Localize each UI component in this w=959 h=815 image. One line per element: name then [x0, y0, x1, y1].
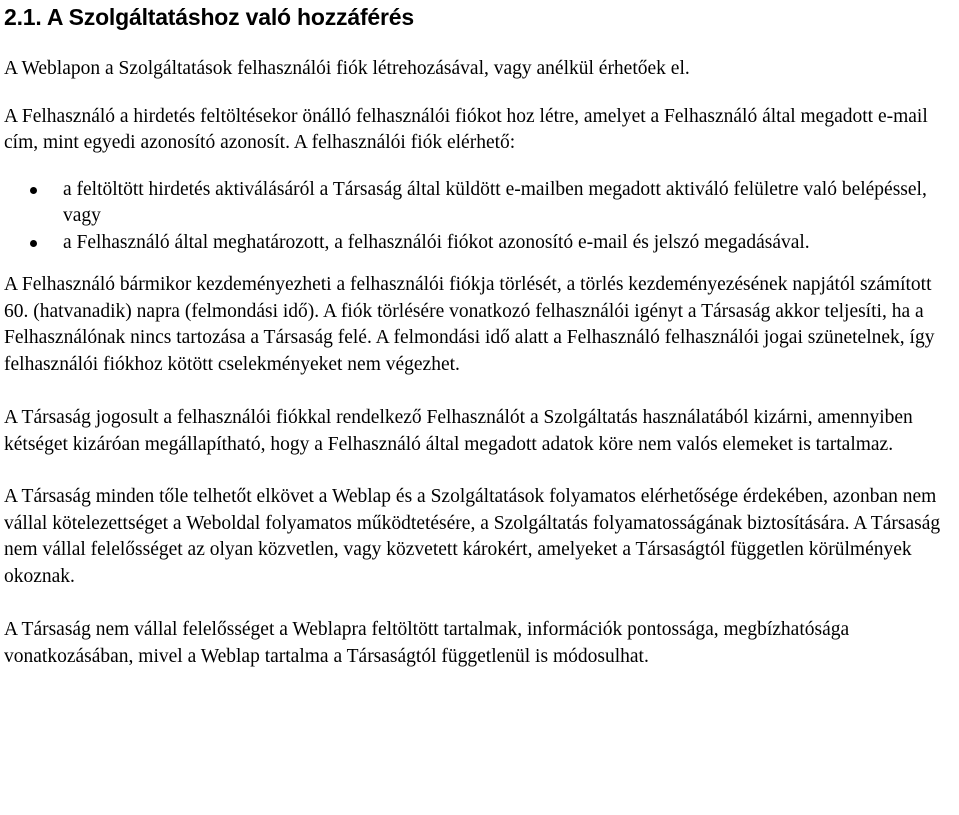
paragraph-access-intro: A Weblapon a Szolgáltatások felhasználói fiók létrehozásával, vagy anélkül érhetőek el. [4, 58, 690, 79]
document-page [4, 0, 956, 670]
list-item-text: a feltöltött hirdetés aktiválásáról a Társaság által küldött e-mailben megadott aktiváló felületre való belépéssel, vagy [63, 178, 927, 226]
bullet-icon [30, 240, 37, 247]
paragraph-account-creation: A Felhasználó a hirdetés feltöltésekor önálló felhasználói fiókot hoz létre, amelyet a Felhasználó által megadott e-mail cím, mint egyedi azonosító azonosít. A felhasználói fiók elérhető: [4, 105, 928, 153]
list-item-text: a Felhasználó által meghatározott, a felhasználói fiókot azonosító e-mail és jelszó megadásával. [63, 231, 810, 253]
list-item [4, 230, 956, 257]
paragraph-account-deletion: A Felhasználó bármikor kezdeményezheti a felhasználói fiókja törlését, a törlés kezdeményezésének napjától számított 60. (hatvanadik) napra (felmondási idő). A fiók törlésére vonatkozó felhasználói igényt a Társaság akkor teljesíti, ha a Felhasználónak nincs tartozása a Társaság felé. A felmondási idő alatt a Felhasználó felhasználói jogai szünetelnek, így felhasználói fiókhoz kötött cselekményeket nem végezhet. [4, 274, 935, 375]
access-methods-list [4, 177, 956, 257]
section-heading: 2.1. A Szolgáltatáshoz való hozzáférés [4, 4, 414, 30]
paragraph-exclusion: A Társaság jogosult a felhasználói fiókkal rendelkező Felhasználót a Szolgáltatás használatából kizárni, amennyiben kétséget kizáróan megállapítható, hogy a Felhasználó által megadott adatok köre nem valós elemeket is tartalmaz. [4, 407, 913, 455]
bullet-icon [30, 187, 37, 194]
paragraph-availability: A Társaság minden tőle telhetőt elkövet a Weblap és a Szolgáltatások folyamatos elérhetősége érdekében, azonban nem vállal kötelezettséget a Weboldal folyamatos működtetésére, a Szolgáltatás folyamatosságának biztosítására. A Társaság nem vállal felelősséget az olyan közvetlen, vagy közvetett károkért, amelyeket a Társaságtól független körülmények okoznak. [4, 486, 941, 587]
paragraph-content-liability: A Társaság nem vállal felelősséget a Weblapra feltöltött tartalmak, információk pontossága, megbízhatósága vonatkozásában, mivel a Weblap tartalma a Társaságtól függetlenül is módosulhat. [4, 619, 850, 667]
list-item [4, 177, 956, 230]
